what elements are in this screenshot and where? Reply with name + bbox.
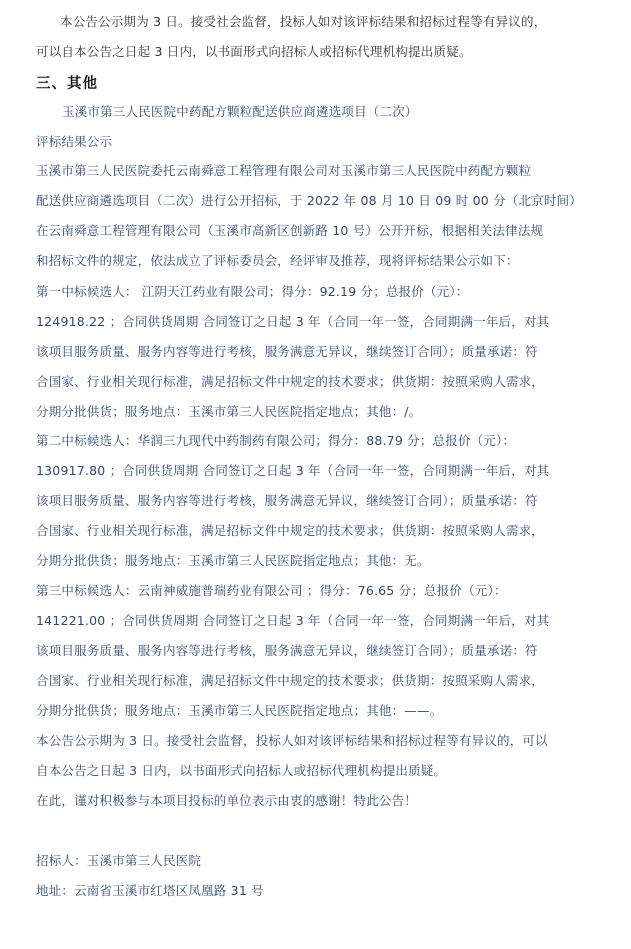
intro-line-1: 本公告公示期为 3 日。接受社会监督，投标人如对该评标结果和招标过程等有异议的， [60, 14, 547, 29]
section-heading: 三、其他 [36, 76, 98, 92]
candidate-1-line-4: 合国家、行业相关现行标准，满足招标文件中规定的技术要求；供货期：按照采购人需求， [36, 374, 545, 389]
tenderer: 招标人：玉溪市第三人民医院 [36, 853, 202, 868]
candidate-3-line-2: 141221.00 ；合同供货周期 合同签订之日起 3 年（合同一年一签，合同期满一年后，对其 [36, 613, 550, 628]
candidate-2-line-3: 该项目服务质量、服务内容等进行考核，服务满意无异议，继续签订合同）；质量承诺：符 [36, 493, 538, 508]
candidate-2-line-1: 第二中标候选人：华润三九现代中药制药有限公司；得分：88.79 分；总报价（元）： [36, 433, 516, 448]
candidate-3-line-1: 第三中标候选人：云南神威施普瑞药业有限公司 ；得分：76.65 分；总报价（元）： [36, 583, 507, 598]
candidate-3-line-5: 分期分批供货；服务地点：玉溪市第三人民医院指定地点；其他：——。 [36, 703, 443, 718]
candidate-1-line-5: 分期分批供货；服务地点：玉溪市第三人民医院指定地点；其他：/。 [36, 404, 422, 419]
candidate-2-line-2: 130917.80 ；合同供货周期 合同签订之日起 3 年（合同一年一签，合同期满一年后，对其 [36, 463, 550, 478]
intro-line-2: 可以自本公告之日起 3 日内，以书面形式向招标人或招标代理机构提出质疑。 [36, 44, 472, 59]
body-line-2: 配送供应商遴选项目（二次）进行公开招标，于 2022 年 08 月 10 日 09 时 00 分（北京时间） [36, 193, 582, 208]
address: 地址：云南省玉溪市红塔区凤凰路 31 号 [36, 883, 264, 898]
body-line-1: 玉溪市第三人民医院委托云南舜意工程管理有限公司对玉溪市第三人民医院中药配方颗粒 [36, 163, 532, 178]
candidate-1-line-3: 该项目服务质量、服务内容等进行考核，服务满意无异议，继续签订合同）；质量承诺：符 [36, 344, 538, 359]
closing-thanks: 在此，谨对积极参与本项目投标的单位表示由衷的感谢！特此公告！ [36, 793, 418, 808]
project-title: 玉溪市第三人民医院中药配方颗粒配送供应商遴选项目（二次） [62, 104, 418, 119]
closing-line-1: 本公告公示期为 3 日。接受社会监督，投标人如对该评标结果和招标过程等有异议的，可以 [36, 733, 548, 748]
candidate-2-line-4: 合国家、行业相关现行标准，满足招标文件中规定的技术要求；供货期：按照采购人需求， [36, 523, 545, 538]
body-line-3: 在云南舜意工程管理有限公司（玉溪市高新区创新路 10 号）公开开标，根据相关法律法规 [36, 223, 544, 238]
candidate-2-line-5: 分期分批供货；服务地点：玉溪市第三人民医院指定地点；其他：无。 [36, 553, 430, 568]
candidate-3-line-3: 该项目服务质量、服务内容等进行考核，服务满意无异议，继续签订合同）；质量承诺：符 [36, 643, 538, 658]
body-line-4: 和招标文件的规定，依法成立了评标委员会，经评审及推荐，现将评标结果公示如下： [36, 253, 519, 268]
candidate-3-line-4: 合国家、行业相关现行标准，满足招标文件中规定的技术要求；供货期：按照采购人需求， [36, 673, 545, 688]
result-subtitle: 评标结果公示 [36, 134, 113, 149]
candidate-1-line-1: 第一中标候选人： 江阴天江药业有限公司；得分：92.19 分；总报价（元）： [36, 284, 469, 299]
candidate-1-line-2: 124918.22 ；合同供货周期 合同签订之日起 3 年（合同一年一签，合同期满一年后，对其 [36, 314, 550, 329]
closing-line-2: 自本公告之日起 3 日内，以书面形式向招标人或招标代理机构提出质疑。 [36, 763, 447, 778]
